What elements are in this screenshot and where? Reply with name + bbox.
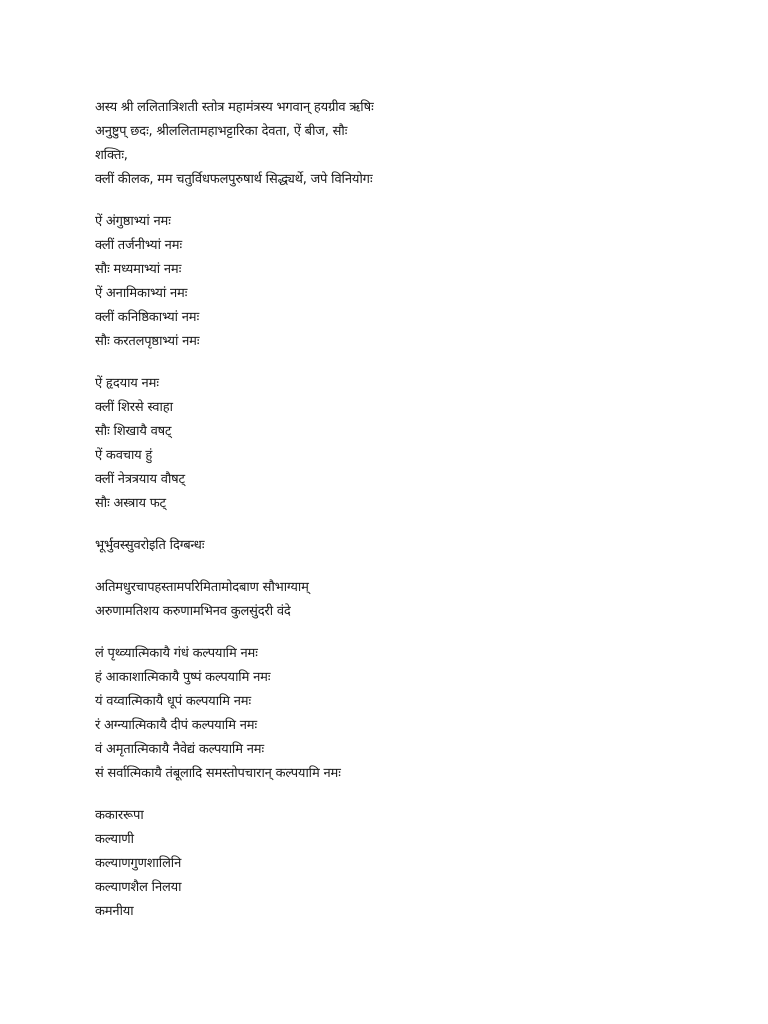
text-line: अनुष्टुप् छदः, श्रीललितामहाभट्टारिका देवता, ऐं बीज, सौः xyxy=(95,124,348,139)
text-line: लं पृथ्व्यात्मिकायै गंधं कल्पयामि नमः xyxy=(95,646,258,661)
text-line: कल्याणी xyxy=(95,832,134,847)
text-line: ऐं कवचाय हुं xyxy=(95,448,153,463)
text-line: ऐं अनामिकाभ्यां नमः xyxy=(95,286,188,301)
text-line: अरुणामतिशय करुणामभिनव कुलसुंदरी वंदे xyxy=(95,604,291,619)
paragraph-kara-nyasa xyxy=(95,210,735,354)
document-page xyxy=(95,96,735,942)
text-line: कल्याणगुणशालिनि xyxy=(95,856,182,871)
text-line: ऐं अंगुष्ठाभ्यां नमः xyxy=(95,214,171,229)
text-line: वं अमृतात्मिकायै नैवेद्यं कल्पयामि नमः xyxy=(95,742,264,757)
text-line: सौः करतलपृष्ठाभ्यां नमः xyxy=(95,334,200,349)
text-line: क्लीं कनिष्ठिकाभ्यां नमः xyxy=(95,310,200,325)
text-line: कल्याणशैल निलया xyxy=(95,880,182,895)
paragraph-digbandha xyxy=(95,534,735,558)
text-line: सौः अस्त्राय फट् xyxy=(95,496,166,511)
text-line: सौः शिखायै वषट् xyxy=(95,424,172,439)
text-line: रं अग्न्यात्मिकायै दीपं कल्पयामि नमः xyxy=(95,718,257,733)
text-line: क्लीं तर्जनीभ्यां नमः xyxy=(95,238,182,253)
text-line: सं सर्वात्मिकायै तंबूलादि समस्तोपचारान् कल्पयामि नमः xyxy=(95,766,341,781)
text-line: शक्तिः, xyxy=(95,148,128,163)
text-line: भूर्भुवस्सुवरोइति दिग्बन्धः xyxy=(95,538,205,553)
text-line: कमनीया xyxy=(95,904,134,919)
text-line: हं आकाशात्मिकायै पुष्पं कल्पयामि नमः xyxy=(95,670,271,685)
text-line: अतिमधुरचापहस्तामपरिमितामोदबाण सौभाग्याम् xyxy=(95,580,309,595)
text-line: ककाररूपा xyxy=(95,808,144,823)
text-line: क्लीं कीलक, मम चतुर्विधफलपुरुषार्थ सिद्ध्यर्थे, जपे विनियोगः xyxy=(95,172,373,187)
paragraph-names xyxy=(95,804,735,924)
text-line: क्लीं शिरसे स्वाहा xyxy=(95,400,173,415)
paragraph-dhyana xyxy=(95,576,735,624)
paragraph-viniyoga xyxy=(95,96,735,192)
text-line: अस्य श्री ललितात्रिशती स्तोत्र महामंत्रस्य भगवान् हयग्रीव ऋषिः xyxy=(95,100,374,115)
paragraph-anga-nyasa xyxy=(95,372,735,516)
text-line: यं वय्वात्मिकायै धूपं कल्पयामि नमः xyxy=(95,694,251,709)
paragraph-panchapuja xyxy=(95,642,735,786)
text-line: क्लीं नेत्रत्रयाय वौषट् xyxy=(95,472,185,487)
text-line: सौः मध्यमाभ्यां नमः xyxy=(95,262,182,277)
text-line: ऐं हृदयाय नमः xyxy=(95,376,159,391)
